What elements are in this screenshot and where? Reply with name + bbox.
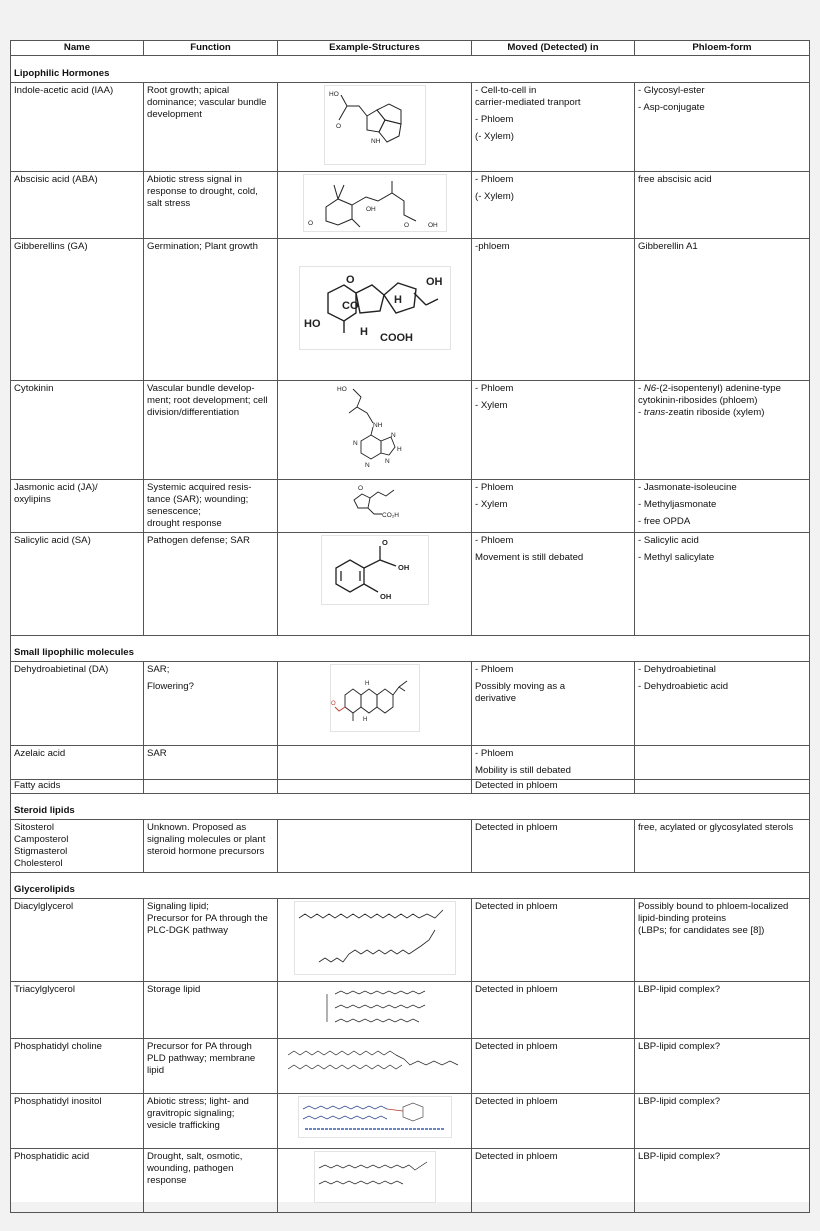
atom-label: H <box>359 325 368 338</box>
name-cell <box>11 83 144 172</box>
table-row <box>11 1094 810 1149</box>
function-text: ment; root development; cell <box>147 395 268 406</box>
phloem-form-cell <box>635 982 810 1039</box>
phloem-form-text: Gibberellin A1 <box>638 241 698 252</box>
table-row <box>11 820 810 873</box>
atom-label: COOH <box>379 331 413 344</box>
phloem-form-text: lipid-binding proteins <box>638 913 726 924</box>
structure-cell <box>278 1039 472 1094</box>
name-cell <box>11 533 144 636</box>
phloem-form-cell <box>635 899 810 982</box>
function-text: PLD pathway; membrane <box>147 1053 256 1064</box>
function-text: Unknown. Proposed as <box>147 822 247 833</box>
structure-cell <box>278 982 472 1039</box>
moved-cell <box>472 83 635 172</box>
phloem-form-text: - Dehydroabietic acid <box>638 681 729 692</box>
function-text: dominance; vascular bundle <box>147 97 267 108</box>
structure-cell <box>278 480 472 533</box>
function-text: Abiotic stress; light- and <box>147 1096 249 1107</box>
function-text: lipid <box>147 1065 165 1076</box>
name-cell <box>11 662 144 746</box>
structure-cell <box>278 662 472 746</box>
phloem-form-cell <box>635 662 810 746</box>
table-row <box>11 239 810 381</box>
phloem-form-text: free abscisic acid <box>638 174 712 185</box>
function-cell <box>144 83 278 172</box>
function-text: vesicle trafficking <box>147 1120 220 1131</box>
phloem-form-text: - Glycosyl-ester <box>638 85 705 96</box>
moved-text: - Phloem <box>475 482 514 493</box>
name-cell <box>11 820 144 873</box>
phloem-form-text-rest: -zeatin riboside (xylem) <box>665 407 765 418</box>
function-text: drought response <box>147 518 222 529</box>
atom-label: H <box>362 717 367 723</box>
phloem-form-text: Possibly bound to phloem-localized <box>638 901 789 912</box>
function-text: Root growth; apical <box>147 85 230 96</box>
table-row <box>11 780 810 794</box>
moved-text: - Cell-to-cell in <box>475 85 537 96</box>
name-text: oxylipins <box>14 494 51 505</box>
moved-text: derivative <box>475 693 517 704</box>
name-text: Dehydroabietinal (DA) <box>14 664 109 675</box>
section-title-small-lipophilic-molecules: Small lipophilic molecules <box>11 636 810 662</box>
name-text: Diacylglycerol <box>14 901 74 912</box>
phloem-form-cell <box>635 533 810 636</box>
name-cell <box>11 239 144 381</box>
structure-cell <box>278 1094 472 1149</box>
structure-cell <box>278 1149 472 1213</box>
moved-text: Mobility is still debated <box>475 765 571 776</box>
moved-text: - Phloem <box>475 748 514 759</box>
phloem-form-cell <box>635 381 810 480</box>
table-row <box>11 1039 810 1094</box>
function-text: Precursor for PA through <box>147 1041 252 1052</box>
atom-label: O <box>345 273 355 286</box>
header-row <box>11 41 810 56</box>
header-name: Name <box>11 41 144 56</box>
structure-cell <box>278 899 472 982</box>
phloem-form-cell <box>635 83 810 172</box>
atom-label: O <box>335 123 341 130</box>
function-text: Abiotic stress signal in <box>147 174 242 185</box>
atom-label: O <box>403 222 409 229</box>
moved-cell <box>472 746 635 780</box>
cytokinin-structure-image <box>335 383 415 469</box>
phloem-form-text: LBP-lipid complex? <box>638 1151 721 1162</box>
function-text: tance (SAR); wounding; <box>147 494 249 505</box>
header-moved-detected-in: Moved (Detected) in <box>472 41 635 56</box>
phloem-form-text: - Dehydroabietinal <box>638 664 716 675</box>
atom-label: N <box>364 462 370 469</box>
moved-text: Movement is still debated <box>475 552 584 563</box>
name-text: Stigmasterol <box>14 846 68 857</box>
phloem-form-cell <box>635 239 810 381</box>
phloem-form-cell <box>635 820 810 873</box>
phloem-form-text: LBP-lipid complex? <box>638 1096 721 1107</box>
name-text: Gibberellins (GA) <box>14 241 88 252</box>
structure-cell <box>278 172 472 239</box>
atom-label: OH <box>379 592 391 601</box>
atom-label: O <box>357 485 363 492</box>
moved-text: Possibly moving as a <box>475 681 566 692</box>
atom-label: NH <box>372 422 382 429</box>
function-text: Flowering? <box>147 681 194 692</box>
function-text: response <box>147 1175 187 1186</box>
name-cell <box>11 480 144 533</box>
function-text: SAR <box>147 748 167 759</box>
atom-label: OH <box>425 275 442 288</box>
function-text: PLC-DGK pathway <box>147 925 229 936</box>
moved-text: carrier-mediated tranport <box>475 97 581 108</box>
phloem-form-text: cytokinin-ribosides (phloem) <box>638 395 758 406</box>
name-text: Triacylglycerol <box>14 984 75 995</box>
function-cell <box>144 899 278 982</box>
moved-text: - Xylem <box>475 499 508 510</box>
table-row <box>11 381 810 480</box>
moved-text: - Xylem <box>475 400 508 411</box>
atom-label: H <box>364 681 369 687</box>
name-text: Camposterol <box>14 834 69 845</box>
phosphatidyl-choline-structure-image <box>284 1041 466 1079</box>
phloem-form-text-rest: -(2-isopentenyl) adenine-type <box>656 383 781 394</box>
section-title-glycerolipids: Glycerolipids <box>11 873 810 899</box>
function-cell <box>144 820 278 873</box>
name-text: Cytokinin <box>14 383 54 394</box>
function-text: Precursor for PA through the <box>147 913 268 924</box>
function-text: Germination; Plant growth <box>147 241 258 252</box>
phloem-form-text: - Methyljasmonate <box>638 499 717 510</box>
atom-label: N <box>384 458 390 465</box>
structure-cell <box>278 820 472 873</box>
name-text: Fatty acids <box>14 780 61 791</box>
atom-label: N <box>352 440 358 447</box>
header-phloem-form: Phloem-form <box>635 41 810 56</box>
moved-text: - Phloem <box>475 535 514 546</box>
function-text: Signaling lipid; <box>147 901 209 912</box>
moved-cell <box>472 1094 635 1149</box>
function-text: Drought, salt, osmotic, <box>147 1151 243 1162</box>
moved-cell <box>472 381 635 480</box>
name-cell <box>11 381 144 480</box>
ja-structure-image <box>346 482 404 522</box>
function-text: steroid hormone precursors <box>147 846 265 857</box>
moved-text: Detected in phloem <box>475 822 558 833</box>
iaa-structure-image <box>324 85 426 165</box>
moved-cell <box>472 780 635 794</box>
moved-cell <box>472 820 635 873</box>
function-cell <box>144 662 278 746</box>
atom-label: HO <box>336 386 347 393</box>
name-cell <box>11 982 144 1039</box>
diacylglycerol-structure-image <box>294 901 456 975</box>
phloem-form-text: - Salicylic acid <box>638 535 699 546</box>
phosphatidic-acid-structure-image <box>314 1151 436 1203</box>
function-cell <box>144 746 278 780</box>
name-cell <box>11 746 144 780</box>
phloem-form-text <box>638 407 806 419</box>
phloem-form-text-italic: trans <box>643 407 666 418</box>
function-text: wounding, pathogen <box>147 1163 234 1174</box>
phloem-form-text: - Asp-conjugate <box>638 102 705 113</box>
name-text: Phosphatidic acid <box>14 1151 90 1162</box>
da-structure-image <box>330 664 420 732</box>
moved-text: Detected in phloem <box>475 1096 558 1107</box>
moved-cell <box>472 982 635 1039</box>
atom-label: HO <box>303 317 320 330</box>
name-text: Phosphatidyl inositol <box>14 1096 102 1107</box>
header-function: Function <box>144 41 278 56</box>
moved-text: Detected in phloem <box>475 1151 558 1162</box>
moved-text: - Phloem <box>475 114 514 125</box>
section-title-steroid-lipids: Steroid lipids <box>11 794 810 820</box>
section-title-lipophilic-hormones: Lipophilic Hormones <box>11 56 810 83</box>
atom-label: HO <box>328 91 339 98</box>
function-cell <box>144 480 278 533</box>
phosphatidyl-inositol-structure-image <box>298 1096 452 1138</box>
phloem-form-text: - Methyl salicylate <box>638 552 715 563</box>
table-row <box>11 662 810 746</box>
phloem-lipids-table <box>10 40 810 1213</box>
table-row <box>11 982 810 1039</box>
aba-structure-image <box>303 174 447 232</box>
table-row <box>11 746 810 780</box>
moved-cell <box>472 533 635 636</box>
phloem-form-text: - free OPDA <box>638 516 691 527</box>
function-text: response to drought, cold, <box>147 186 258 197</box>
name-text: Azelaic acid <box>14 748 66 759</box>
function-text: division/differentiation <box>147 407 240 418</box>
triacylglycerol-structure-image <box>313 984 437 1032</box>
header-example-structures: Example-Structures <box>278 41 472 56</box>
atom-label: OH <box>365 206 376 213</box>
function-cell <box>144 982 278 1039</box>
function-cell <box>144 239 278 381</box>
section-row <box>11 636 810 662</box>
function-cell <box>144 780 278 794</box>
function-text: gravitropic signaling; <box>147 1108 235 1119</box>
phloem-form-text: - Jasmonate-isoleucine <box>638 482 737 493</box>
section-row <box>11 56 810 83</box>
moved-cell <box>472 1039 635 1094</box>
moved-text: Detected in phloem <box>475 901 558 912</box>
table-row <box>11 172 810 239</box>
function-cell <box>144 381 278 480</box>
table-row <box>11 899 810 982</box>
name-cell <box>11 780 144 794</box>
moved-text: - Phloem <box>475 174 514 185</box>
atom-label: H <box>396 446 402 453</box>
table-row <box>11 83 810 172</box>
phloem-form-cell <box>635 480 810 533</box>
phloem-form-text <box>638 383 806 395</box>
atom-label: OH <box>427 222 438 229</box>
structure-cell <box>278 780 472 794</box>
name-cell <box>11 1149 144 1213</box>
name-cell <box>11 899 144 982</box>
function-text: Vascular bundle develop- <box>147 383 255 394</box>
name-cell <box>11 172 144 239</box>
atom-label: N <box>390 432 396 439</box>
structure-cell <box>278 239 472 381</box>
function-cell <box>144 1149 278 1213</box>
moved-cell <box>472 172 635 239</box>
atom-label: CO <box>341 299 358 312</box>
name-text: Sitosterol <box>14 822 54 833</box>
moved-cell <box>472 1149 635 1213</box>
phloem-form-cell <box>635 1149 810 1213</box>
phloem-form-cell <box>635 780 810 794</box>
function-text: development <box>147 109 202 120</box>
moved-cell <box>472 899 635 982</box>
phloem-form-cell <box>635 746 810 780</box>
function-text: salt stress <box>147 198 191 209</box>
atom-label: NH <box>370 138 380 145</box>
moved-text: Detected in phloem <box>475 1041 558 1052</box>
function-cell <box>144 172 278 239</box>
table-row <box>11 533 810 636</box>
name-text: Cholesterol <box>14 858 63 869</box>
phloem-form-text: free, acylated or glycosylated sterols <box>638 822 794 833</box>
function-cell <box>144 1094 278 1149</box>
structure-cell <box>278 83 472 172</box>
phloem-form-cell <box>635 172 810 239</box>
section-row <box>11 873 810 899</box>
function-text: signaling molecules or plant <box>147 834 266 845</box>
atom-label: O <box>330 701 336 707</box>
function-text: Storage lipid <box>147 984 201 995</box>
name-text: Salicylic acid (SA) <box>14 535 91 546</box>
structure-cell <box>278 381 472 480</box>
function-text: senescence; <box>147 506 201 517</box>
atom-label: O <box>381 538 388 547</box>
moved-text: Detected in phloem <box>475 780 558 791</box>
phloem-form-text: LBP-lipid complex? <box>638 984 721 995</box>
moved-text: - Phloem <box>475 383 514 394</box>
function-cell <box>144 1039 278 1094</box>
moved-text: (- Xylem) <box>475 131 514 142</box>
function-text: Systemic acquired resis- <box>147 482 252 493</box>
atom-label: OH <box>397 563 409 572</box>
function-text: SAR; <box>147 664 170 675</box>
phloem-form-text-prefix: - <box>638 407 644 418</box>
moved-text: - Phloem <box>475 664 514 675</box>
name-text: Indole-acetic acid (IAA) <box>14 85 114 96</box>
ga-structure-image <box>299 266 451 350</box>
function-cell <box>144 533 278 636</box>
phloem-form-text: (LBPs; for candidates see [8]) <box>638 925 765 936</box>
name-text: Abscisic acid (ABA) <box>14 174 98 185</box>
name-cell <box>11 1094 144 1149</box>
name-text: Jasmonic acid (JA)/ <box>14 482 98 493</box>
phloem-form-cell <box>635 1094 810 1149</box>
function-text: Pathogen defense; SAR <box>147 535 250 546</box>
moved-cell <box>472 480 635 533</box>
phloem-form-text-prefix: - <box>638 383 644 394</box>
phloem-form-text-italic: N6 <box>643 383 657 394</box>
section-row <box>11 794 810 820</box>
name-cell <box>11 1039 144 1094</box>
atom-label: O <box>307 220 313 227</box>
moved-cell <box>472 662 635 746</box>
atom-label: H <box>393 293 402 306</box>
sa-structure-image <box>321 535 429 605</box>
moved-text: Detected in phloem <box>475 984 558 995</box>
structure-cell <box>278 533 472 636</box>
moved-cell <box>472 239 635 381</box>
phloem-form-text: LBP-lipid complex? <box>638 1041 721 1052</box>
table-row <box>11 1149 810 1213</box>
moved-text: -phloem <box>475 241 510 252</box>
phloem-form-cell <box>635 1039 810 1094</box>
atom-label: CO₂H <box>381 512 399 519</box>
moved-text: (- Xylem) <box>475 191 514 202</box>
table-row <box>11 480 810 533</box>
structure-cell <box>278 746 472 780</box>
name-text: Phosphatidyl choline <box>14 1041 103 1052</box>
